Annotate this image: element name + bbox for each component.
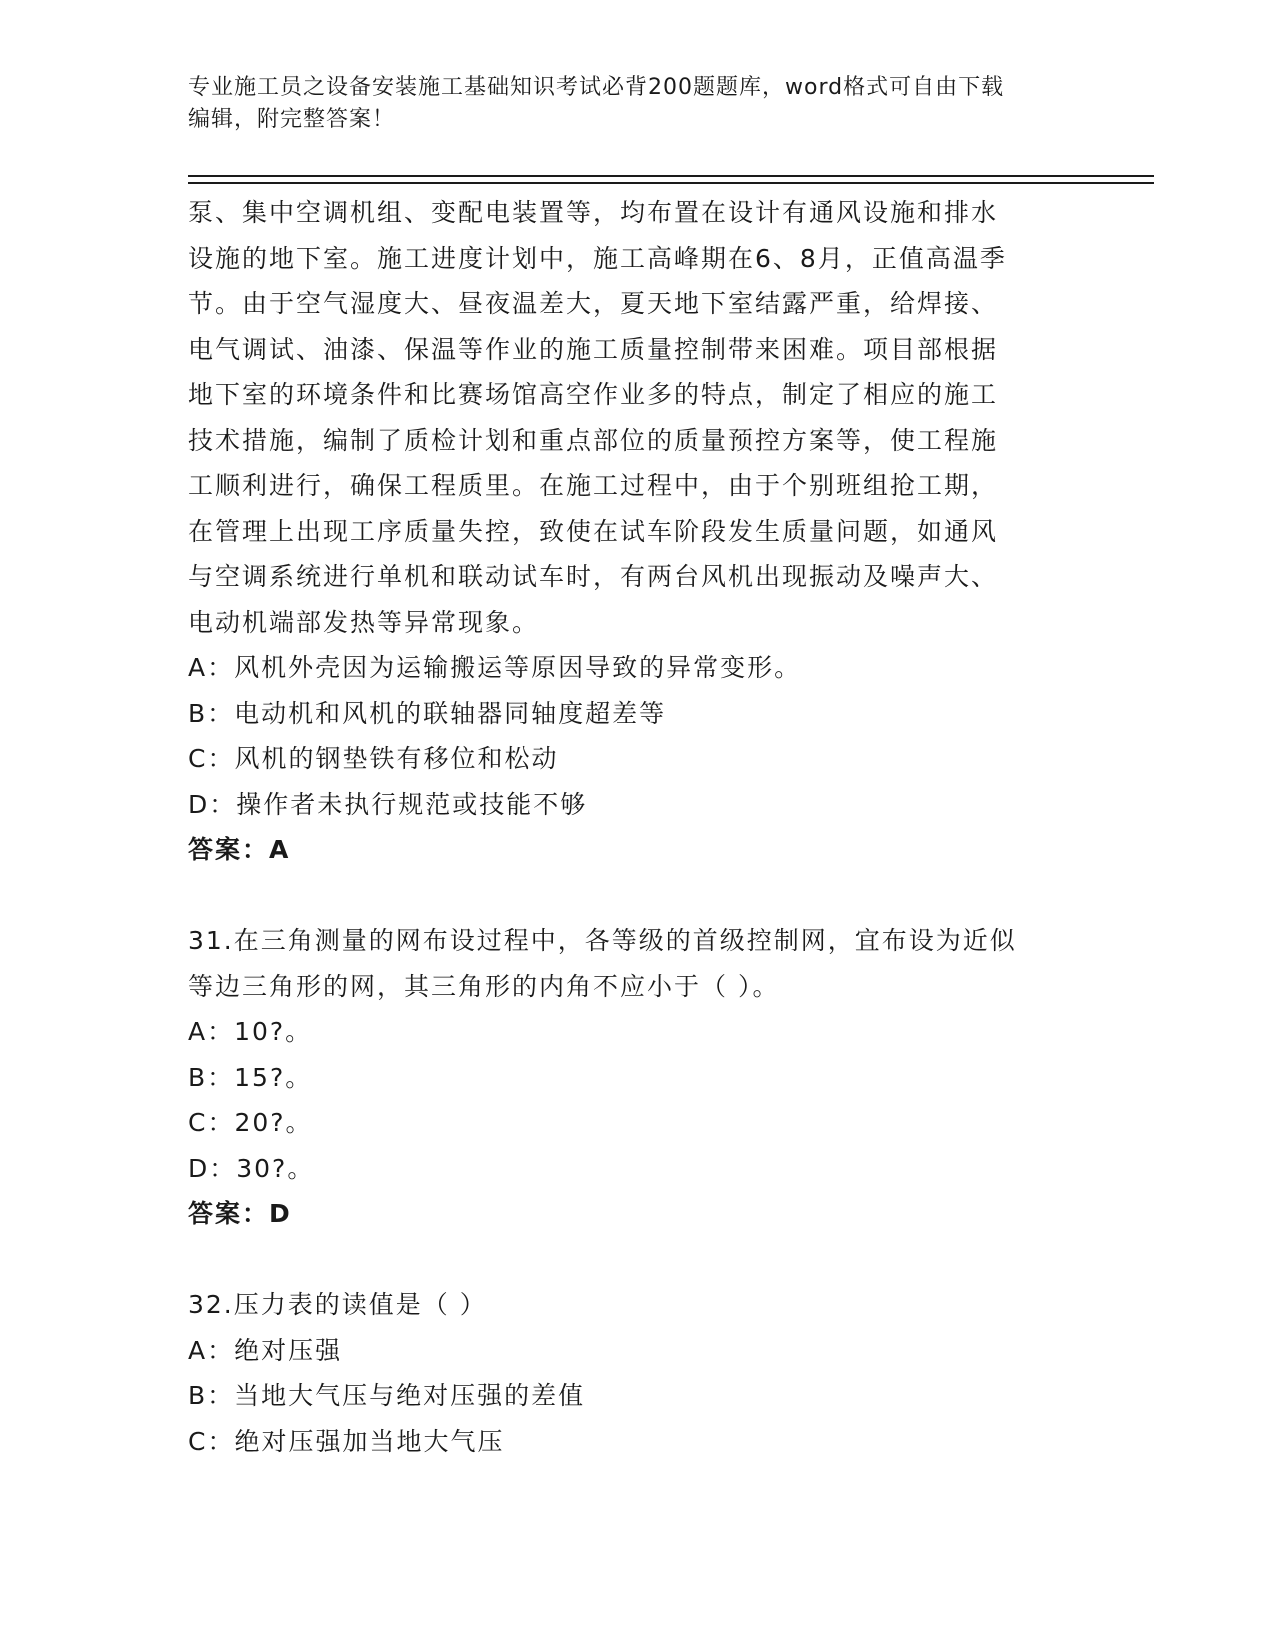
question-30-stem bbox=[188, 190, 1088, 645]
header-divider-bottom bbox=[188, 182, 1154, 184]
stem-line: 32.压力表的读值是（ ） bbox=[188, 1290, 487, 1319]
stem-line: 等边三角形的网，其三角形的内角不应小于（ ）。 bbox=[188, 971, 780, 1001]
question-30 bbox=[188, 190, 1088, 873]
stem-line: 与空调系统进行单机和联动试车时，有两台风机出现振动及噪声大、 bbox=[188, 562, 999, 591]
option-c: C：风机的钢垫铁有移位和松动 bbox=[188, 744, 559, 773]
header-line-1: 专业施工员之设备安装施工基础知识考试必背200题题库，word格式可自由下载 bbox=[188, 75, 1005, 100]
stem-line: 节。由于空气湿度大、昼夜温差大，夏天地下室结露严重，给焊接、 bbox=[188, 289, 999, 318]
option-d: D：操作者未执行规范或技能不够 bbox=[188, 789, 588, 819]
question-spacer bbox=[188, 873, 1088, 919]
option-b: B：15?。 bbox=[188, 1062, 313, 1092]
stem-line: 设施的地下室。施工进度计划中，施工高峰期在6、8月，正值高温季 bbox=[188, 243, 1007, 273]
stem-line: 工顺利进行，确保工程质里。在施工过程中，由于个别班组抢工期， bbox=[188, 471, 999, 500]
stem-line: 地下室的环境条件和比赛场馆高空作业多的特点，制定了相应的施工 bbox=[188, 380, 999, 409]
question-31 bbox=[188, 918, 1088, 1237]
document-header bbox=[188, 72, 1068, 136]
option-a: A：10?。 bbox=[188, 1017, 313, 1046]
option-c: C：20?。 bbox=[188, 1108, 313, 1137]
option-b: B：电动机和风机的联轴器同轴度超差等 bbox=[188, 698, 667, 728]
answer-line: 答案：D bbox=[188, 1199, 292, 1228]
stem-line: 技术措施，编制了质检计划和重点部位的质量预控方案等，使工程施 bbox=[188, 425, 999, 455]
question-32-stem bbox=[188, 1282, 1088, 1328]
option-a: A：风机外壳因为运输搬运等原因导致的异常变形。 bbox=[188, 653, 802, 682]
stem-line: 泵、集中空调机组、变配电装置等，均布置在设计有通风设施和排水 bbox=[188, 198, 999, 227]
question-32 bbox=[188, 1282, 1088, 1464]
option-d: D：30?。 bbox=[188, 1153, 315, 1183]
option-a: A：绝对压强 bbox=[188, 1335, 343, 1365]
document-body bbox=[188, 190, 1088, 1464]
stem-line: 在管理上出现工序质量失控，致使在试车阶段发生质量问题，如通风 bbox=[188, 516, 999, 546]
stem-line: 电气调试、油漆、保温等作业的施工质量控制带来困难。项目部根据 bbox=[188, 334, 999, 364]
question-31-stem bbox=[188, 918, 1088, 1009]
header-line-2: 编辑，附完整答案！ bbox=[188, 107, 396, 132]
stem-line: 电动机端部发热等异常现象。 bbox=[188, 607, 540, 637]
option-b: B：当地大气压与绝对压强的差值 bbox=[188, 1381, 586, 1410]
option-c: C：绝对压强加当地大气压 bbox=[188, 1426, 505, 1456]
stem-line: 31.在三角测量的网布设过程中，各等级的首级控制网，宜布设为近似 bbox=[188, 926, 1017, 955]
header-divider-top bbox=[188, 175, 1154, 177]
answer-line: 答案：A bbox=[188, 835, 291, 864]
question-spacer bbox=[188, 1237, 1088, 1283]
